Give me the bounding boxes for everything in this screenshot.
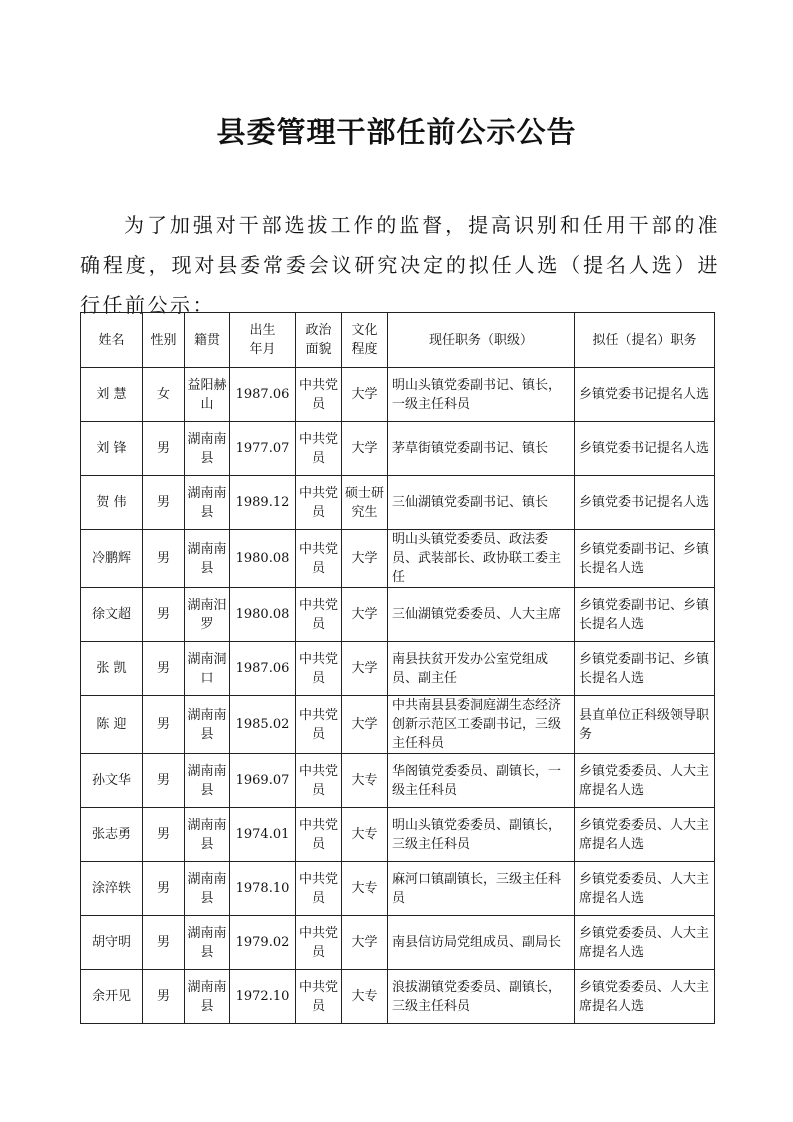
cell-origin: 湖南南县	[185, 476, 230, 530]
header-education-line2: 程度	[351, 342, 378, 357]
cell-education: 大专	[342, 862, 388, 916]
cell-current-post: 三仙湖镇党委副书记、镇长	[388, 476, 575, 530]
cell-current-post: 明山头镇党委委员、副镇长，三级主任科员	[388, 808, 575, 862]
cell-party: 中共党员	[296, 754, 342, 808]
table-row	[81, 368, 715, 422]
cell-gender: 男	[143, 862, 185, 916]
cell-proposed-post: 乡镇党委副书记、乡镇长提名人选	[575, 642, 715, 696]
cell-education: 大学	[342, 642, 388, 696]
cell-birth: 1972.10	[230, 970, 296, 1024]
cell-proposed-post: 乡镇党委委员、人大主席提名人选	[575, 916, 715, 970]
cell-current-post: 南县信访局党组成员、副局长	[388, 916, 575, 970]
cell-origin: 湖南洞口	[185, 642, 230, 696]
cell-birth: 1985.02	[230, 696, 296, 754]
cell-education: 硕士研究生	[342, 476, 388, 530]
table-row	[81, 916, 715, 970]
header-birth-line1: 出生	[249, 323, 276, 338]
table-row	[81, 754, 715, 808]
table-row	[81, 970, 715, 1024]
table-row	[81, 530, 715, 588]
cell-party: 中共党员	[296, 476, 342, 530]
cell-origin: 湖南南县	[185, 916, 230, 970]
cell-name: 冷鹏辉	[81, 530, 143, 588]
table-row	[81, 696, 715, 754]
header-party-line2: 面貌	[305, 342, 332, 357]
table-row	[81, 476, 715, 530]
header-party	[296, 313, 342, 368]
cell-current-post: 明山头镇党委副书记、镇长，一级主任科员	[388, 368, 575, 422]
cell-origin: 湖南南县	[185, 696, 230, 754]
cell-party: 中共党员	[296, 368, 342, 422]
header-education-line1: 文化	[351, 323, 378, 338]
cell-birth: 1980.08	[230, 588, 296, 642]
cell-party: 中共党员	[296, 422, 342, 476]
cell-gender: 男	[143, 422, 185, 476]
cell-birth: 1977.07	[230, 422, 296, 476]
header-birth	[230, 313, 296, 368]
header-name: 姓名	[81, 313, 143, 368]
cell-birth: 1980.08	[230, 530, 296, 588]
cell-gender: 男	[143, 916, 185, 970]
cell-name: 徐文超	[81, 588, 143, 642]
page-title: 县委管理干部任前公示公告	[216, 115, 577, 149]
cell-birth: 1978.10	[230, 862, 296, 916]
cell-education: 大学	[342, 422, 388, 476]
cell-gender: 男	[143, 642, 185, 696]
cell-proposed-post: 乡镇党委副书记、乡镇长提名人选	[575, 530, 715, 588]
cell-party: 中共党员	[296, 970, 342, 1024]
cell-name: 涂淬轶	[81, 862, 143, 916]
cell-gender: 男	[143, 696, 185, 754]
cell-party: 中共党员	[296, 696, 342, 754]
cell-proposed-post: 乡镇党委委员、人大主席提名人选	[575, 862, 715, 916]
cell-origin: 湖南南县	[185, 970, 230, 1024]
cell-party: 中共党员	[296, 530, 342, 588]
cell-birth: 1979.02	[230, 916, 296, 970]
cell-current-post: 浪拔湖镇党委委员、副镇长，三级主任科员	[388, 970, 575, 1024]
header-education	[342, 313, 388, 368]
cell-birth: 1974.01	[230, 808, 296, 862]
cell-education: 大专	[342, 754, 388, 808]
cell-current-post: 麻河口镇副镇长，三级主任科员	[388, 862, 575, 916]
table-row	[81, 808, 715, 862]
cell-education: 大学	[342, 696, 388, 754]
cell-gender: 女	[143, 368, 185, 422]
cell-name: 余开见	[81, 970, 143, 1024]
cell-birth: 1969.07	[230, 754, 296, 808]
cell-proposed-post: 乡镇党委委员、人大主席提名人选	[575, 970, 715, 1024]
table-row	[81, 862, 715, 916]
cell-current-post: 三仙湖镇党委委员、人大主席	[388, 588, 575, 642]
cell-proposed-post: 乡镇党委副书记、乡镇长提名人选	[575, 588, 715, 642]
intro-paragraph: 为了加强对干部选拔工作的监督，提高识别和任用干部的准确程度，现对县委常委会议研究决定的拟任人选（提名人选）进行任前公示：	[80, 213, 720, 317]
cell-education: 大学	[342, 530, 388, 588]
header-birth-line2: 年月	[249, 342, 276, 357]
header-proposed-post: 拟任（提名）职务	[575, 313, 715, 368]
header-gender: 性别	[143, 313, 185, 368]
cell-origin: 湖南汨罗	[185, 588, 230, 642]
cell-proposed-post: 乡镇党委委员、人大主席提名人选	[575, 754, 715, 808]
cell-birth: 1989.12	[230, 476, 296, 530]
cell-education: 大专	[342, 808, 388, 862]
cell-party: 中共党员	[296, 808, 342, 862]
cell-gender: 男	[143, 530, 185, 588]
cell-current-post: 明山头镇党委委员、政法委员、武装部长、政协联工委主任	[388, 530, 575, 588]
cell-gender: 男	[143, 588, 185, 642]
cell-name: 陈 迎	[81, 696, 143, 754]
cell-proposed-post: 县直单位正科级领导职务	[575, 696, 715, 754]
table-row	[81, 422, 715, 476]
cell-origin: 益阳赫山	[185, 368, 230, 422]
cell-proposed-post: 乡镇党委委员、人大主席提名人选	[575, 808, 715, 862]
cell-gender: 男	[143, 476, 185, 530]
cell-gender: 男	[143, 808, 185, 862]
header-origin: 籍贯	[185, 313, 230, 368]
cell-current-post: 中共南县县委洞庭湖生态经济创新示范区工委副书记，三级主任科员	[388, 696, 575, 754]
cell-current-post: 南县扶贫开发办公室党组成员、副主任	[388, 642, 575, 696]
table-row	[81, 642, 715, 696]
cell-education: 大学	[342, 916, 388, 970]
cell-birth: 1987.06	[230, 642, 296, 696]
table-row	[81, 588, 715, 642]
cell-current-post: 茅草街镇党委副书记、镇长	[388, 422, 575, 476]
cell-name: 贺 伟	[81, 476, 143, 530]
cell-party: 中共党员	[296, 862, 342, 916]
cell-name: 张 凯	[81, 642, 143, 696]
cell-name: 刘 锋	[81, 422, 143, 476]
cell-origin: 湖南南县	[185, 862, 230, 916]
cell-education: 大学	[342, 368, 388, 422]
cell-origin: 湖南南县	[185, 754, 230, 808]
cell-proposed-post: 乡镇党委书记提名人选	[575, 422, 715, 476]
cell-party: 中共党员	[296, 588, 342, 642]
header-current-post: 现任职务（职级）	[388, 313, 575, 368]
cadre-table	[80, 312, 715, 1024]
cell-origin: 湖南南县	[185, 808, 230, 862]
cell-proposed-post: 乡镇党委书记提名人选	[575, 476, 715, 530]
cell-education: 大学	[342, 588, 388, 642]
cell-origin: 湖南南县	[185, 530, 230, 588]
cell-gender: 男	[143, 970, 185, 1024]
cell-party: 中共党员	[296, 916, 342, 970]
cell-education: 大专	[342, 970, 388, 1024]
cell-gender: 男	[143, 754, 185, 808]
cell-name: 张志勇	[81, 808, 143, 862]
cell-origin: 湖南南县	[185, 422, 230, 476]
cell-current-post: 华阁镇党委委员、副镇长，一级主任科员	[388, 754, 575, 808]
cell-name: 胡守明	[81, 916, 143, 970]
table-header-row	[81, 313, 715, 368]
cell-proposed-post: 乡镇党委书记提名人选	[575, 368, 715, 422]
cell-party: 中共党员	[296, 642, 342, 696]
cell-name: 刘 慧	[81, 368, 143, 422]
cell-birth: 1987.06	[230, 368, 296, 422]
cell-name: 孙文华	[81, 754, 143, 808]
header-party-line1: 政治	[305, 323, 332, 338]
